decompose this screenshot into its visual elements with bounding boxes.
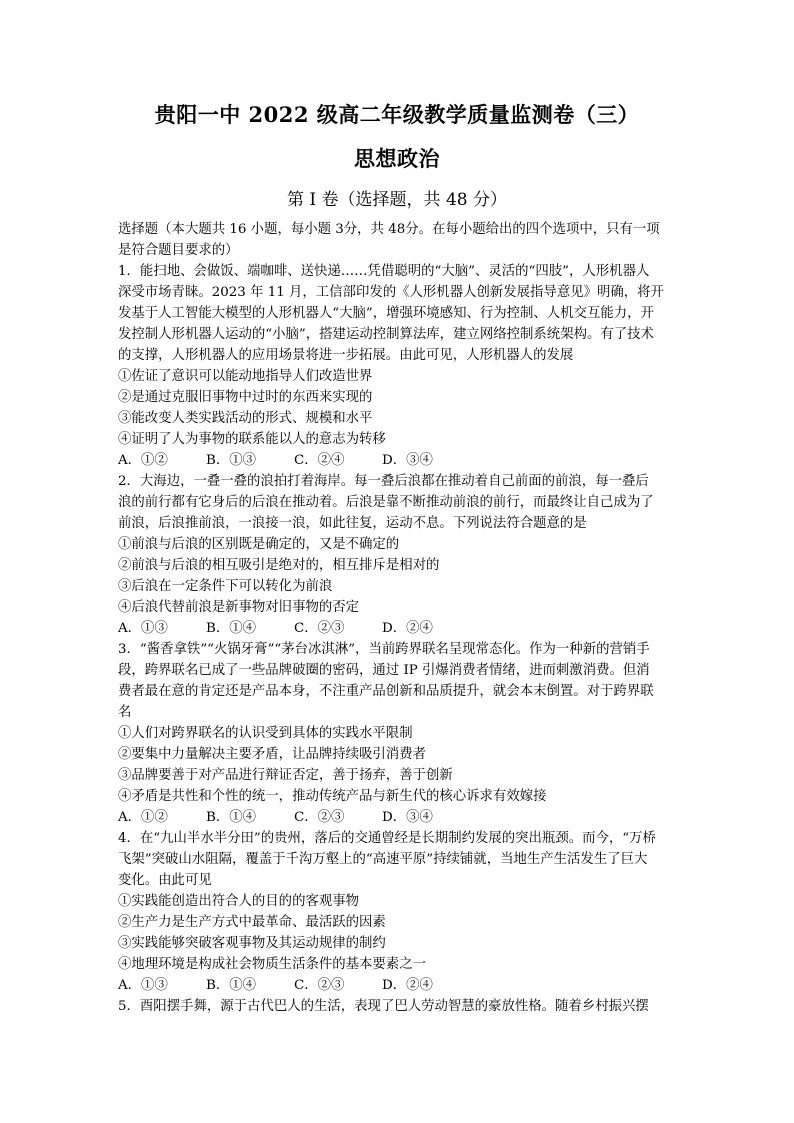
statement-item: ③能改变人类实践活动的形式、规模和水平 (118, 411, 373, 426)
instruction-line: 选择题（本大题共 16 小题，每小题 3分，共 48分。在每小题给出的四个选项中，只有一项 (118, 222, 660, 237)
statement-item: ②生产力是生产方式中最革命、最活跃的因素 (118, 915, 386, 930)
option-c: C．②③ (294, 978, 345, 993)
exam-title: 贵阳一中 2022 级高二年级教学质量监测卷（三） (154, 102, 640, 127)
option-a: A．①② (118, 453, 168, 468)
section-heading: 第 I 卷（选择题，共 48 分） (287, 190, 507, 210)
option-c: C．②③ (294, 621, 345, 636)
answer-options (118, 807, 680, 828)
option-b: B．①③ (206, 453, 257, 468)
option-b: B．①④ (206, 810, 257, 825)
statement-item: ①人们对跨界联名的认识受到具体的实践水平限制 (118, 726, 413, 741)
option-a: A．①③ (118, 621, 168, 636)
instruction-line: 是符合题目要求的） (118, 243, 239, 258)
question-3 (118, 639, 680, 828)
subject-title: 思想政治 (354, 146, 440, 171)
question-stem-line: 前浪，后浪推前浪，一浪接一浪，如此往复，运动不息。下列说法符合题意的是 (118, 516, 587, 531)
option-c: C．②③ (294, 810, 345, 825)
question-5 (118, 996, 680, 1017)
question-1 (118, 261, 680, 471)
statement-item: ④地理环境是构成社会物质生活条件的基本要素之一 (118, 957, 426, 972)
question-stem-line: 段，跨界联名已成了一些品牌破圈的密码，通过 IP 引爆消费者情绪，进而刺激消费。但消 (118, 663, 650, 678)
question-stem-line: 浪的前行都有它身后的后浪在推动着。后浪是靠不断推动前浪的前行，而最终让自己成为了 (118, 495, 654, 510)
option-c: C．②④ (294, 453, 345, 468)
question-stem-line: 2．大海边，一叠一叠的浪拍打着海岸。每一叠后浪都在推动着自己前面的前浪，每一叠后 (118, 474, 649, 489)
question-stem-line: 变化。由此可见 (118, 873, 212, 888)
statement-item: ③后浪在一定条件下可以转化为前浪 (118, 579, 333, 594)
question-4 (118, 828, 680, 996)
option-d: D．②④ (382, 978, 433, 993)
answer-options (118, 450, 680, 471)
question-stem-line: 的支撑，人形机器人的应用场景将进一步拓展。由此可见，人形机器人的发展 (118, 348, 574, 363)
option-a: A．①③ (118, 978, 168, 993)
answer-options (118, 618, 680, 639)
option-a: A．①② (118, 810, 168, 825)
statement-item: ②要集中力量解决主要矛盾，让品牌持续吸引消费者 (118, 747, 426, 762)
question-stem-line: 深受市场青睐。2023 年 11 月，工信部印发的《人形机器人创新发展指导意见》明确，将开 (118, 285, 664, 300)
statement-item: ④矛盾是共性和个性的统一，推动传统产品与新生代的核心诉求有效嫁接 (118, 789, 547, 804)
question-stem-line: 飞架”突破山水阻隔，覆盖于千沟万壑上的“高速平原”持续铺就，当地生产生活发生了巨大 (118, 852, 648, 867)
option-d: D．③④ (382, 810, 433, 825)
question-stem-line: 1．能扫地、会做饭、端咖啡、送快递……凭借聪明的“大脑”、灵活的“四肢”，人形机器人 (118, 264, 650, 279)
answer-options (118, 975, 680, 996)
question-stem-line: 名 (118, 705, 132, 720)
statement-item: ③品牌要善于对产品进行辩证否定，善于扬弃，善于创新 (118, 768, 453, 783)
option-b: B．①④ (206, 621, 257, 636)
option-d: D．②④ (382, 621, 433, 636)
exam-body (118, 219, 680, 1017)
statement-item: ①佐证了意识可以能动地指导人们改造世界 (118, 369, 373, 384)
question-stem-line: 4．在“九山半水半分田”的贵州，落后的交通曾经是长期制约发展的突出瓶颈。而今，“万桥 (118, 831, 656, 846)
question-stem-line: 3．“酱香拿铁”“火锅牙膏”“茅台冰淇淋”，当前跨界联名呈现常态化。作为一种新的营销手 (118, 642, 650, 657)
statement-item: ①前浪与后浪的区别既是确定的，又是不确定的 (118, 537, 400, 552)
statement-item: ④证明了人为事物的联系能以人的意志为转移 (118, 432, 386, 447)
question-stem-line: 发基于人工智能大模型的人形机器人“大脑”，增强环境感知、行为控制、人机交互能力，开 (118, 306, 654, 321)
instructions (118, 219, 680, 261)
question-stem-line: 发控制人形机器人运动的“小脑”，搭建运动控制算法库，建立网络控制系统架构。有了技术 (118, 327, 654, 342)
option-d: D．③④ (382, 453, 433, 468)
question-stem-line: 5．酉阳摆手舞，源于古代巴人的生活，表现了巴人劳动智慧的豪放性格。随着乡村振兴摆 (118, 999, 649, 1014)
statement-item: ②是通过克服旧事物中过时的东西来实现的 (118, 390, 373, 405)
statement-item: ②前浪与后浪的相互吸引是绝对的，相互排斥是相对的 (118, 558, 440, 573)
statement-item: ④后浪代替前浪是新事物对旧事物的否定 (118, 600, 360, 615)
question-2 (118, 471, 680, 639)
statement-item: ①实践能创造出符合人的目的的客观事物 (118, 894, 360, 909)
option-b: B．①④ (206, 978, 257, 993)
question-stem-line: 费者最在意的肯定还是产品本身，不注重产品创新和品质提升，就会本末倒置。对于跨界联 (118, 684, 654, 699)
statement-item: ③实践能够突破客观事物及其运动规律的制约 (118, 936, 386, 951)
